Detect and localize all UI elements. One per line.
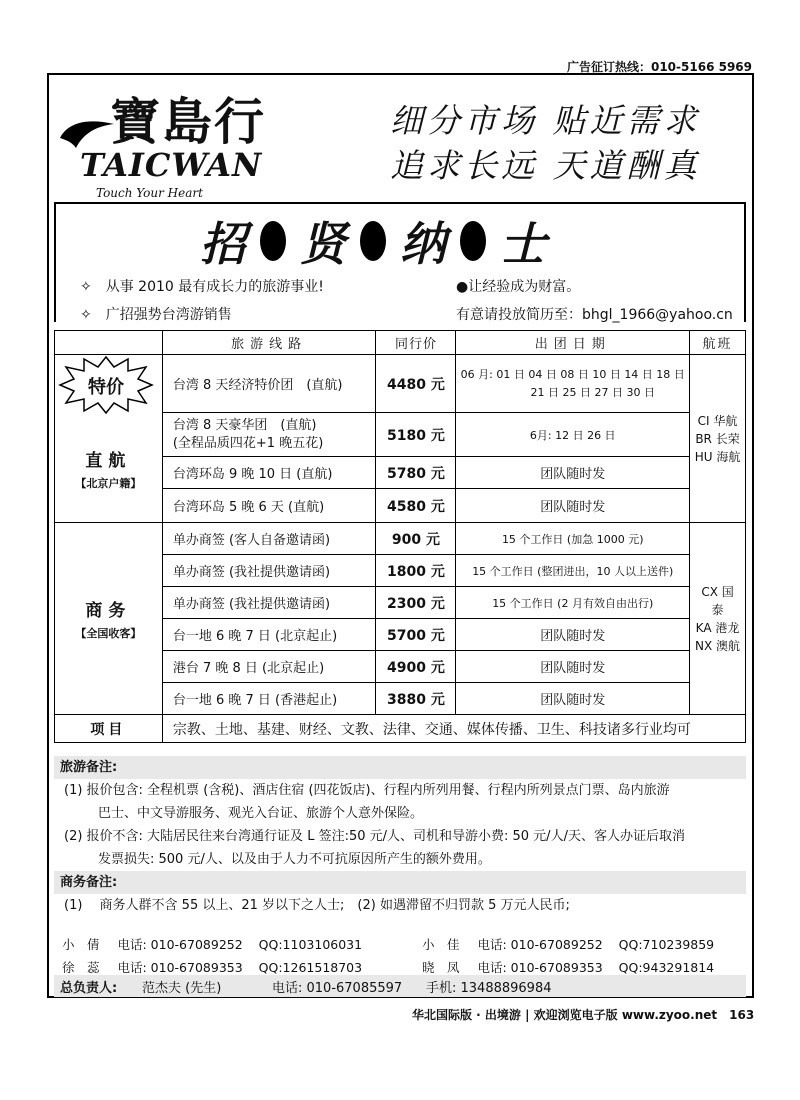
route-cell: 单办商签 (我社提供邀请函) bbox=[162, 555, 376, 587]
bullet-dot-icon bbox=[260, 221, 286, 261]
slogan-line-1: 细分市场 贴近需求 bbox=[390, 101, 701, 140]
bullet-dot-icon bbox=[360, 221, 386, 261]
recruit-char: 士 bbox=[500, 217, 546, 271]
airline-name: KA 港龙 bbox=[695, 620, 740, 635]
route-cell: 港台 7 晚 8 日 (北京起止) bbox=[162, 651, 376, 683]
route-cell: 台湾 8 天经济特价团 (直航) bbox=[162, 355, 376, 413]
header-blank bbox=[55, 331, 163, 355]
route-cell: 台一地 6 晚 7 日 (北京起止) bbox=[162, 619, 376, 651]
table-row bbox=[55, 715, 746, 743]
contact-qq: QQ:710239859 bbox=[618, 937, 715, 952]
contact-item bbox=[62, 935, 362, 953]
date-cell: 15 个工作日 (加急 1000 元) bbox=[456, 523, 690, 555]
price-cell: 5700 元 bbox=[376, 619, 456, 651]
route-cell bbox=[162, 413, 376, 457]
contact-phone: 电话: 010-67089353 bbox=[117, 960, 243, 975]
price-cell: 4480 元 bbox=[376, 355, 456, 413]
contact-name: 小 倩 bbox=[62, 937, 100, 952]
special-offer-badge bbox=[58, 355, 154, 415]
recruit-char: 纳 bbox=[400, 217, 446, 271]
travel-note: (1) 报价包含: 全程机票 (含税)、酒店住宿 (四花饭店)、行程内所列用餐、行程内所列景点门票、岛内旅游 bbox=[64, 783, 670, 798]
logo bbox=[58, 82, 308, 202]
page-footer: 华北国际版 · 出境游 | 欢迎浏览电子版 www.zyoo.net 163 bbox=[412, 1008, 755, 1022]
header-route: 旅游线路 bbox=[162, 331, 376, 355]
travel-note: 发票损失: 500 元/人、以及由于人力不可抗原因所产生的额外费用。 bbox=[98, 852, 491, 867]
category-direct-label: 直航 bbox=[85, 451, 132, 471]
bullet-dot-icon bbox=[460, 221, 486, 261]
airline-name: CI 华航 bbox=[697, 413, 738, 428]
header-date: 出团日期 bbox=[456, 331, 690, 355]
contact-item bbox=[422, 935, 714, 953]
date-line: 21 日 25 日 27 日 30 日 bbox=[530, 385, 655, 399]
contact-qq: QQ:943291814 bbox=[618, 960, 715, 975]
ad-hotline: 广告征订热线：010-5166 5969 bbox=[566, 60, 752, 74]
contact-name: 晓 凤 bbox=[422, 960, 460, 975]
price-cell: 900 元 bbox=[376, 523, 456, 555]
special-label: 特价 bbox=[88, 377, 124, 398]
manager-mobile: 手机: 13488896984 bbox=[426, 981, 552, 996]
contact-phone: 电话: 010-67089252 bbox=[117, 937, 243, 952]
date-cell: 团队随时发 bbox=[456, 651, 690, 683]
logo-english: TAICWAN bbox=[80, 146, 263, 184]
recruit-char: 贤 bbox=[300, 217, 346, 271]
manager-name: 范杰夫 (先生) bbox=[142, 981, 222, 996]
info-line-2: ✧ 广招强势台湾游销售 bbox=[80, 307, 232, 323]
header-price: 同行价 bbox=[376, 331, 456, 355]
category-direct-sub: 【北京户籍】 bbox=[75, 477, 142, 490]
price-cell: 5180 元 bbox=[376, 413, 456, 457]
price-cell: 1800 元 bbox=[376, 555, 456, 587]
contact-name: 徐 蕊 bbox=[62, 960, 100, 975]
info-line-1: ✧ 从事 2010 最有成长力的旅游事业! bbox=[80, 279, 324, 295]
date-cell: 团队随时发 bbox=[456, 683, 690, 715]
date-cell bbox=[456, 355, 690, 413]
airline-name: 泰 bbox=[711, 602, 724, 617]
travel-note: (2) 报价不含: 大陆居民往来台湾通行证及 L 签注:50 元/人、司机和导游小费: 50 元/人/天、客人办证后取消 bbox=[64, 829, 685, 844]
date-cell: 团队随时发 bbox=[456, 457, 690, 489]
route-cell: 台一地 6 晚 7 日 (香港起止) bbox=[162, 683, 376, 715]
category-business-sub: 【全国收客】 bbox=[75, 627, 142, 640]
contact-phone: 电话: 010-67089353 bbox=[477, 960, 603, 975]
route-cell: 台湾环岛 5 晚 6 天 (直航) bbox=[162, 489, 376, 523]
route-line: (全程品质四花+1 晚五花) bbox=[172, 435, 324, 451]
route-line: 台湾 8 天豪华团 (直航) bbox=[172, 417, 317, 433]
contact-qq: QQ:1103106031 bbox=[258, 937, 363, 952]
route-cell: 单办商签 (我社提供邀请函) bbox=[162, 587, 376, 619]
travel-note: 巴士、中文导游服务、观光入台证、旅游个人意外保险。 bbox=[98, 806, 424, 821]
airline-name: CX 国 bbox=[701, 584, 734, 599]
header-airline: 航班 bbox=[690, 331, 746, 355]
date-cell: 6月: 12 日 26 日 bbox=[456, 413, 690, 457]
airline-direct bbox=[690, 355, 746, 523]
contact-item bbox=[422, 958, 714, 976]
airline-name: HU 海航 bbox=[694, 449, 741, 464]
contact-qq: QQ:1261518703 bbox=[258, 960, 363, 975]
business-note: (1) 商务人群不含 55 以上、21 岁以下之人士; (2) 如遇滞留不归罚款 5 万元人民币; bbox=[64, 898, 570, 913]
date-cell: 团队随时发 bbox=[456, 489, 690, 523]
price-cell: 4580 元 bbox=[376, 489, 456, 523]
logo-chinese: 寶島行 bbox=[110, 92, 266, 151]
recruit-title bbox=[200, 208, 546, 274]
contact-phone: 电话: 010-67089252 bbox=[477, 937, 603, 952]
contact-item bbox=[62, 958, 362, 976]
contact-name: 小 佳 bbox=[422, 937, 460, 952]
contact-email[interactable]: 有意请投放简历至：bhgl_1966@yahoo.cn bbox=[456, 307, 733, 323]
notes-section bbox=[54, 756, 746, 917]
price-cell: 5780 元 bbox=[376, 457, 456, 489]
table-row bbox=[55, 523, 746, 555]
category-business-label: 商务 bbox=[85, 601, 132, 621]
airline-business bbox=[690, 523, 746, 715]
date-cell: 15 个工作日 (整团进出，10 人以上送件) bbox=[456, 555, 690, 587]
route-cell: 单办商签 (客人自备邀请函) bbox=[162, 523, 376, 555]
slogan-line-2: 追求长远 天道酬真 bbox=[390, 146, 701, 185]
tour-price-table bbox=[54, 330, 746, 743]
price-cell: 2300 元 bbox=[376, 587, 456, 619]
manager-phone: 电话: 010-67085597 bbox=[272, 981, 403, 996]
price-cell: 4900 元 bbox=[376, 651, 456, 683]
date-cell: 团队随时发 bbox=[456, 619, 690, 651]
project-label: 项目 bbox=[55, 715, 163, 743]
travel-notes-title: 旅游备注: bbox=[54, 756, 746, 779]
price-cell: 3880 元 bbox=[376, 683, 456, 715]
business-notes-title: 商务备注: bbox=[54, 871, 746, 894]
logo-tagline: Touch Your Heart bbox=[96, 186, 203, 200]
airline-name: NX 澳航 bbox=[695, 638, 741, 653]
route-cell: 台湾环岛 9 晚 10 日 (直航) bbox=[162, 457, 376, 489]
category-business bbox=[55, 523, 163, 715]
table-header-row bbox=[55, 331, 746, 355]
date-cell: 15 个工作日 (2 月有效自由出行) bbox=[456, 587, 690, 619]
general-manager-row bbox=[54, 975, 746, 997]
airline-name: BR 长荣 bbox=[695, 431, 740, 446]
recruit-char: 招 bbox=[200, 217, 246, 271]
info-line-3: ●让经验成为财富。 bbox=[456, 279, 581, 295]
date-line: 06 月: 01 日 04 日 08 日 10 日 14 日 18 日 bbox=[460, 367, 685, 381]
table-row bbox=[55, 355, 746, 413]
manager-label: 总负责人: bbox=[60, 981, 118, 996]
project-value: 宗教、土地、基建、财经、文教、法律、交通、媒体传播、卫生、科技诸多行业均可 bbox=[162, 715, 745, 743]
